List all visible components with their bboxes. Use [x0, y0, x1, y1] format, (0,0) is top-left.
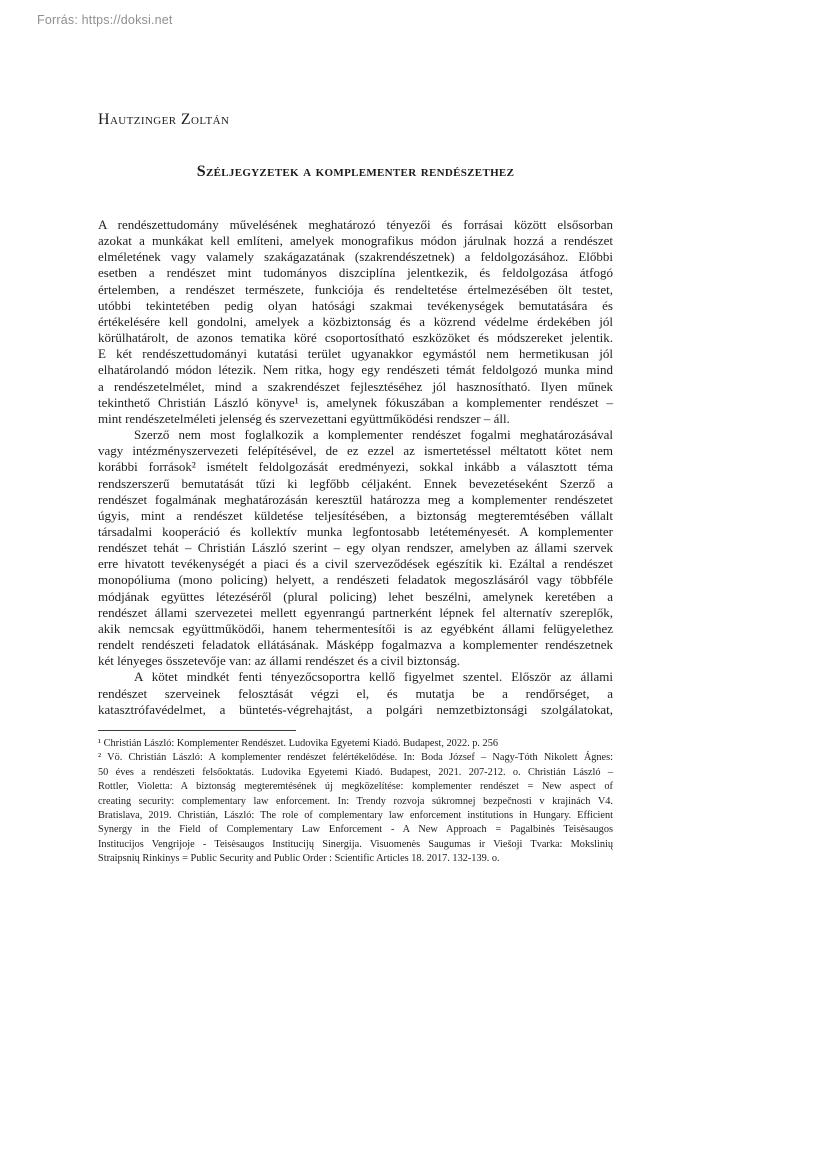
- text-line: ¹ Christián László: Komplementer Rendészet. Ludovika Egyetemi Kiadó. Budapest, 2022. p. 256: [98, 738, 499, 749]
- text-line: elméletének vagy valamely szakágazatának (szakrendészetnek) a feldolgozásához. Előbbi: [98, 249, 613, 265]
- text-line: erre hivatott tevékenységét a piaci és a civil szerveződések egészítik ki. Ezáltal a rendészet: [98, 556, 613, 572]
- text-line: értelemben, a rendészet természete, funkciója és rendeltetése értelmezésében ölt testet,: [98, 281, 613, 297]
- text-line: Rottler, Violetta: A biztonság megteremtésének új megközelítése: komplementer rendészet = New aspect of: [98, 781, 613, 793]
- author-name: Hautzinger Zoltán: [98, 111, 230, 128]
- text-line: rendészet szerveinek felosztását végzi el, és mutatja be a rendőrséget, a: [98, 685, 613, 701]
- paragraph: [98, 669, 613, 717]
- text-line: 50 éves a rendészeti felsőoktatás. Ludovika Egyetemi Kiadó. Budapest, 2021. 207-212. o. Christián László –: [98, 766, 613, 778]
- text-line: vagy intézményszervezeti felépítésével, de ez ezzel az ismertetéssel méltatott kötet nem: [98, 443, 613, 459]
- text-line: creating security: complementary law enforcement. In: Trendy rozvoja súkromnej bezpečnosti v krajinách V4.: [98, 795, 613, 807]
- text-line: A rendészettudomány művelésének meghatározó tényezői és forrásai között elsősorban: [98, 217, 613, 232]
- text-line: Institucijos Vengrijoje - Teisėsaugos Institucijų Sinergija. Visuomenės Saugumas ir Viešoji Tvarka: Mokslinių: [98, 838, 613, 850]
- text-line: értékelésére kell gondolni, amelyek a közbiztonság és a közrend védelme érdekében jól: [98, 313, 613, 329]
- text-line: Synergy in the Field of Complementary Law Enforcement - A New Approach = Pagalbinės Teisėsaugos: [98, 824, 613, 836]
- footnote: [98, 737, 613, 751]
- paragraph: [98, 427, 613, 669]
- text-line: rendelt rendészeti feladatok ellátásának. Másképp fogalmazva a komplementer rendészetnek: [98, 637, 613, 653]
- document-body: [98, 217, 613, 718]
- text-line: mint rendészetelméleti jelenség és szervezettani együttműködési rendszer – áll.: [98, 410, 510, 426]
- text-line: ² Vö. Christián László: A komplementer rendészet felértékelődése. In: Boda József – Nagy-Tóth Nikolett Ágnes:: [98, 752, 613, 764]
- text-line: esetben a rendészet mint tudományos diszciplína jelentkezik, és feldolgozása átfogó: [98, 265, 613, 281]
- text-line: Straipsnių Rinkinys = Public Security and Public Order : Scientific Articles 18. 2017. 132-139. o.: [98, 853, 500, 865]
- text-line: Bratislava, 2019. Christián, László: The role of complementary law enforcement institutions in Hungary. Efficient: [98, 810, 613, 822]
- footnote: [98, 751, 613, 866]
- text-line: monopóliuma (mono policing) helyett, a rendészeti feladatok megoszlásáról vagy többféle: [98, 572, 613, 588]
- text-line: Szerző nem most foglalkozik a komplementer rendészet fogalmi meghatározásával: [134, 427, 613, 443]
- text-line: elhatárolandó módon létezik. Nem ritka, hogy egy rendészeti témát feldolgozó munka mind: [98, 362, 613, 378]
- text-line: azokat a munkákat kell említeni, amelyek monografikus módon járulnak hozzá a rendészet: [98, 233, 613, 249]
- text-line: A kötet mindkét fenti tényezőcsoportra kellő figyelmet szentel. Először az állami: [134, 669, 613, 685]
- text-line: rendészet tehát – Christián László szerint – egy olyan rendszer, amelyben az állami szervek: [98, 540, 613, 556]
- text-line: akik nemcsak együttműködői, hanem tehermentesítői is az egyébként állami felügyelethez: [98, 620, 613, 636]
- source-url-label: Forrás: https://doksi.net: [37, 13, 173, 27]
- text-line: körülhatárolt, de azonos tematika köré csoportosítható eszközöket és módszereket jelentik.: [98, 330, 613, 346]
- text-line: rendészet állami szervezetei mellett egyenrangú partnerként lépnek fel alternatív szereplők,: [98, 604, 613, 620]
- text-line: két lényeges összetevője van: az állami rendészet és a civil biztonság.: [98, 653, 461, 669]
- text-line: rendszerszerű bemutatását tűzi ki legfőbb céljaként. Ennek bevezetéseként Szerző a: [98, 475, 613, 491]
- footnote-list: [98, 737, 613, 867]
- text-line: társadalmi kooperáció és kollektív munka legfontosabb letéteményesét. A komplementer: [98, 523, 613, 539]
- text-line: módjának együttes létezéséről (plural policing) lehet beszélni, amelynek keretében a: [98, 588, 613, 604]
- text-line: tekinthető Christián László könyve¹ is, amelynek fókuszában a komplementer rendészet –: [98, 394, 613, 410]
- text-line: utóbbi tekintetében pedig olyan hatósági szakmai tevékenységek bemutatására és: [98, 297, 613, 313]
- paragraph: [98, 217, 613, 427]
- text-line: korábbi források² ismételt feldolgozását eredményezi, sokkal inkább a választott téma: [98, 459, 613, 475]
- text-line: úgyis, mint a rendészet küldetése teljesítésében, a biztonság megteremtésében vállalt: [98, 507, 613, 523]
- text-line: E két rendészettudományi kutatási terület ugyanakkor egymástól nem hermetikusan jól: [98, 346, 613, 362]
- page-title: Széljegyzetek a komplementer rendészethez: [196, 163, 515, 180]
- text-line: rendészet fogalmának meghatározásán keresztül határozza meg a komplementer rendészetet: [98, 491, 613, 507]
- footnote-separator: [98, 730, 296, 731]
- text-line: a rendészetelmélet, mind a szakrendészet fejlesztéséhez jól hasznosítható. Ilyen műnek: [98, 378, 613, 394]
- text-line: katasztrófavédelmet, a büntetés-végrehajtást, a polgári nemzetbiztonsági szolgálatokat,: [98, 701, 613, 717]
